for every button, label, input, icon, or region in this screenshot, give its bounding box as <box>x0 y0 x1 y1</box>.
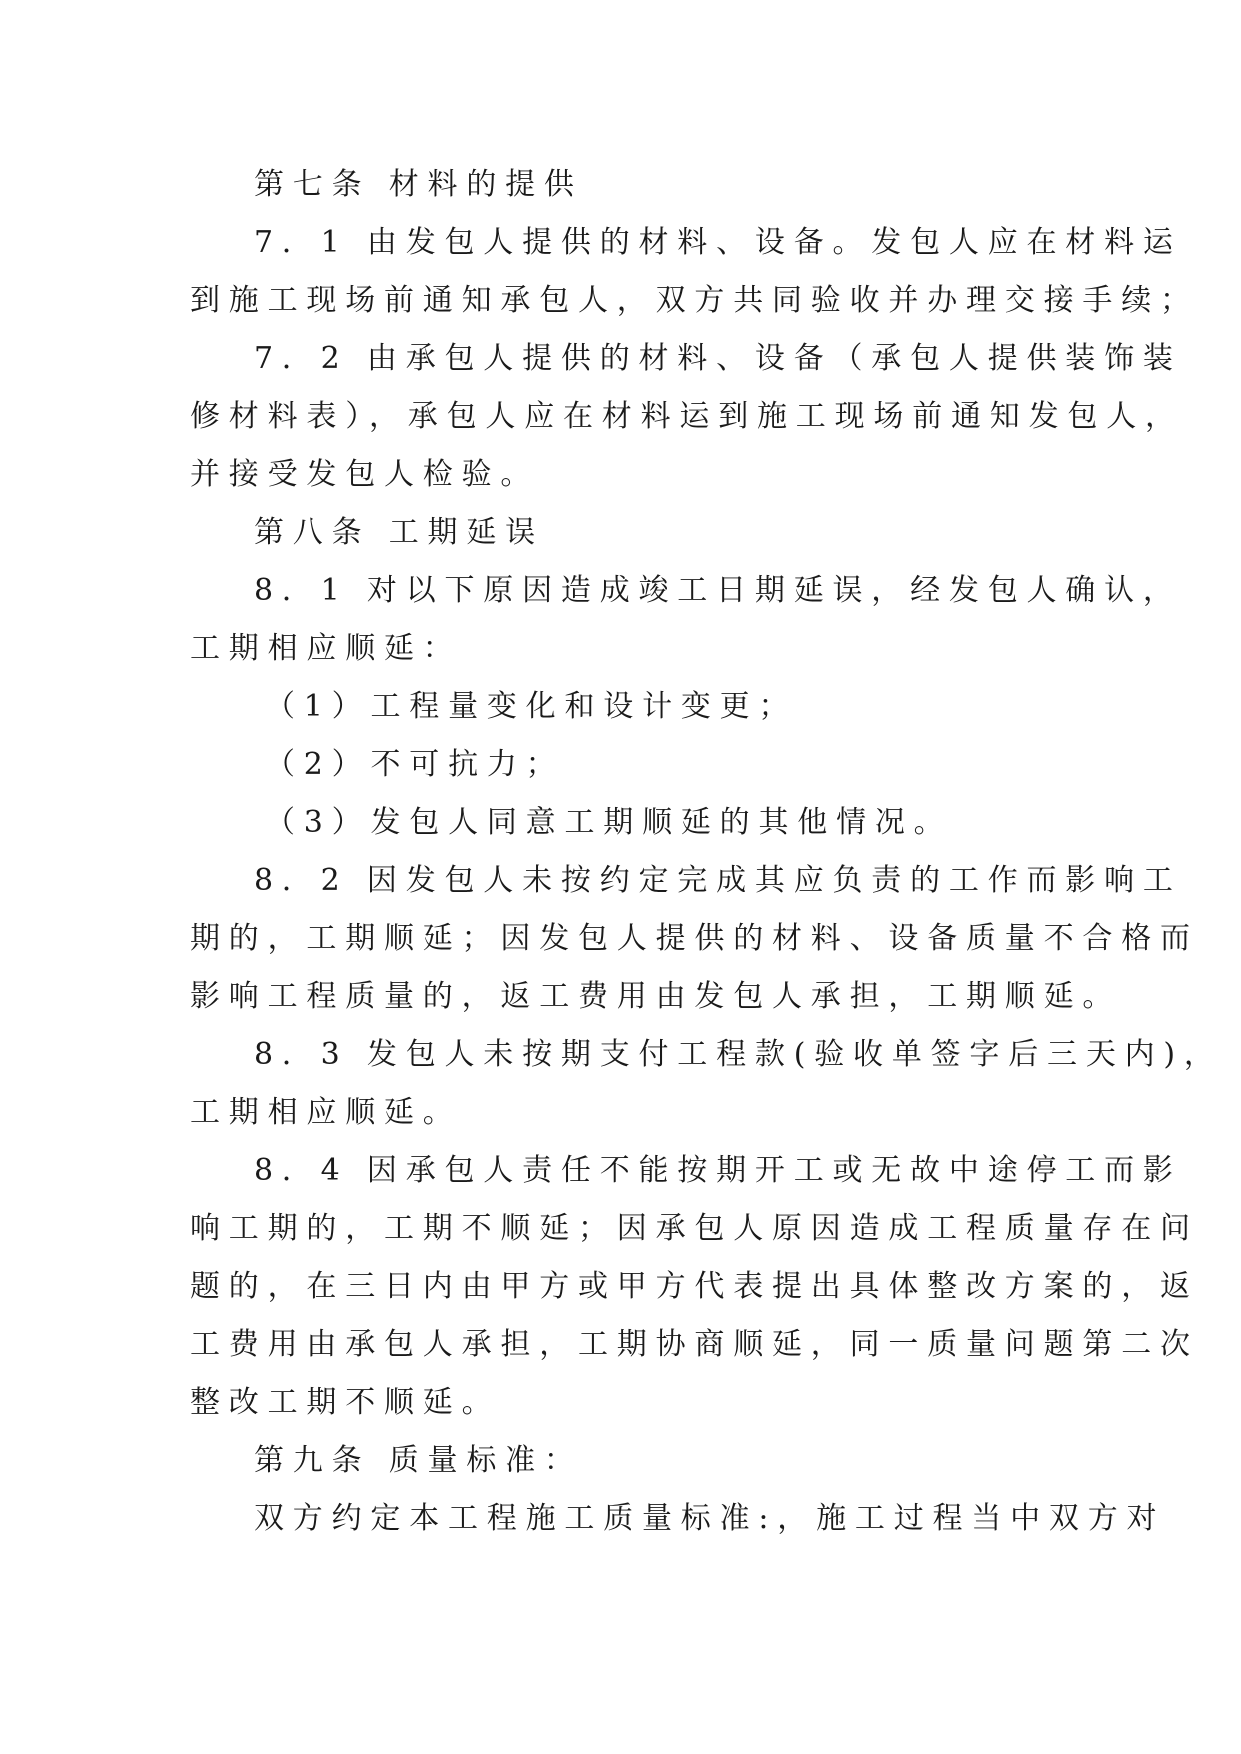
paragraph-line: 并接受发包人检验。 <box>190 457 540 492</box>
article-7-heading: 第七条 材料的提供 <box>254 167 583 202</box>
paragraph-line: 8．2 因发包人未按约定完成其应负责的工作而影响工 <box>254 863 1182 898</box>
paragraph-line: 响工期的，工期不顺延；因承包人原因造成工程质量存在问 <box>190 1211 1199 1246</box>
paragraph-line: 到施工现场前通知承包人，双方共同验收并办理交接手续； <box>190 283 1199 318</box>
paragraph-line: 8．1 对以下原因造成竣工日期延误，经发包人确认， <box>254 573 1182 608</box>
paragraph-line: 7．2 由承包人提供的材料、设备（承包人提供装饰装 <box>254 341 1182 376</box>
paragraph-line: 工期相应顺延： <box>190 631 462 666</box>
list-item: （3）发包人同意工期顺延的其他情况。 <box>265 805 953 840</box>
paragraph-line: 8．4 因承包人责任不能按期开工或无故中途停工而影 <box>254 1153 1182 1188</box>
paragraph-line: 7．1 由发包人提供的材料、设备。发包人应在材料运 <box>254 225 1182 260</box>
article-9-heading: 第九条 质量标准： <box>254 1443 583 1478</box>
list-item: （2）不可抗力； <box>265 747 565 782</box>
list-item: （1）工程量变化和设计变更； <box>265 689 798 724</box>
paragraph-line: 题的，在三日内由甲方或甲方代表提出具体整改方案的，返 <box>190 1269 1199 1304</box>
paragraph-line: 影响工程质量的，返工费用由发包人承担，工期顺延。 <box>190 979 1122 1014</box>
paragraph-line: 期的，工期顺延；因发包人提供的材料、设备质量不合格而 <box>190 921 1199 956</box>
paragraph-line: 整改工期不顺延。 <box>190 1385 501 1420</box>
paragraph-line: 双方约定本工程施工质量标准:，施工过程当中双方对 <box>254 1501 1166 1536</box>
article-8-heading: 第八条 工期延误 <box>254 515 544 550</box>
paragraph-line: 工期相应顺延。 <box>190 1095 462 1130</box>
paragraph-line: 修材料表），承包人应在材料运到施工现场前通知发包人， <box>190 399 1184 434</box>
paragraph-line: 工费用由承包人承担，工期协商顺延，同一质量问题第二次 <box>190 1327 1199 1362</box>
paragraph-line: 8．3 发包人未按期支付工程款(验收单签字后三天内)， <box>254 1037 1223 1072</box>
